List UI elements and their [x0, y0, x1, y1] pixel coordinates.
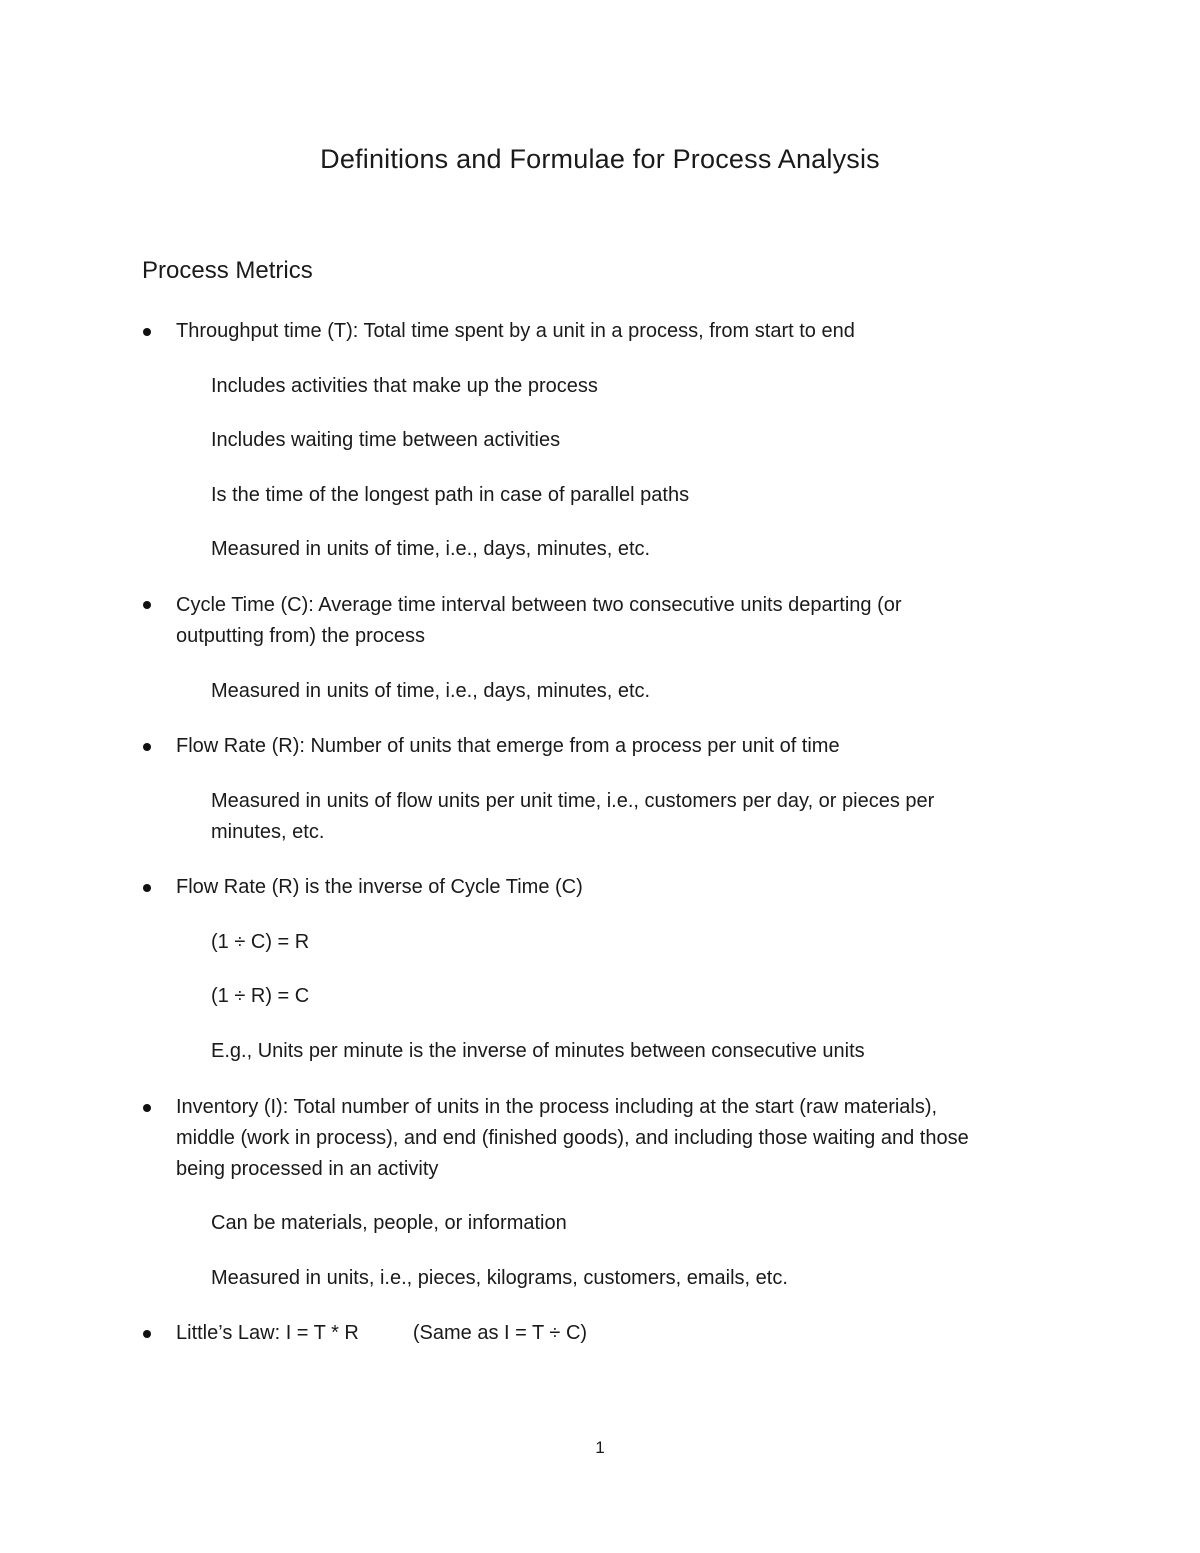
bullet-icon — [143, 328, 151, 336]
document-title: Definitions and Formulae for Process Analysis — [320, 144, 880, 174]
inverse-example: E.g., Units per minute is the inverse of minutes between consecutive units — [211, 1040, 865, 1062]
flow-rate-detail-line-1: Measured in units of flow units per unit time, i.e., customers per day, or pieces per — [211, 790, 935, 812]
bullet-flow-rate-inverse: Flow Rate (R) is the inverse of Cycle Time (C) — [176, 876, 583, 898]
bullet-inventory-line-2: middle (work in process), and end (finished goods), and including those waiting and those — [176, 1127, 969, 1149]
bullet-throughput-time: Throughput time (T): Total time spent by a unit in a process, from start to end — [176, 320, 855, 342]
page-number: 1 — [595, 1438, 605, 1457]
throughput-detail-waiting: Includes waiting time between activities — [211, 429, 561, 451]
bullet-icon — [143, 1330, 151, 1338]
formula-flow-rate: (1 ÷ C) = R — [211, 931, 310, 953]
flow-rate-detail-line-2: minutes, etc. — [211, 821, 325, 843]
inventory-detail-materials: Can be materials, people, or information — [211, 1212, 567, 1234]
bullet-littles-law — [176, 1318, 587, 1349]
throughput-detail-longest-path: Is the time of the longest path in case of parallel paths — [211, 484, 690, 506]
bullet-flow-rate: Flow Rate (R): Number of units that emerge from a process per unit of time — [176, 735, 840, 757]
inventory-detail-units: Measured in units, i.e., pieces, kilograms, customers, emails, etc. — [211, 1267, 788, 1289]
bullet-icon — [143, 884, 151, 892]
cycle-time-detail-units: Measured in units of time, i.e., days, minutes, etc. — [211, 680, 651, 702]
throughput-detail-units: Measured in units of time, i.e., days, minutes, etc. — [211, 538, 651, 560]
bullet-icon — [143, 743, 151, 751]
bullet-icon — [143, 601, 151, 609]
bullet-inventory-line-3: being processed in an activity — [176, 1158, 439, 1180]
bullet-inventory-line-1: Inventory (I): Total number of units in the process including at the start (raw materials), — [176, 1096, 938, 1118]
bullet-cycle-time-line-1: Cycle Time (C): Average time interval between two consecutive units departing (or — [176, 594, 902, 616]
littles-law-formula: Little’s Law: I = T * R — [176, 1322, 359, 1344]
throughput-detail-activities: Includes activities that make up the process — [211, 375, 598, 397]
bullet-cycle-time-line-2: outputting from) the process — [176, 625, 426, 647]
bullet-icon — [143, 1104, 151, 1112]
formula-cycle-time: (1 ÷ R) = C — [211, 985, 310, 1007]
littles-law-alternate-formula: (Same as I = T ÷ C) — [412, 1322, 588, 1344]
section-heading-process-metrics: Process Metrics — [142, 257, 313, 284]
